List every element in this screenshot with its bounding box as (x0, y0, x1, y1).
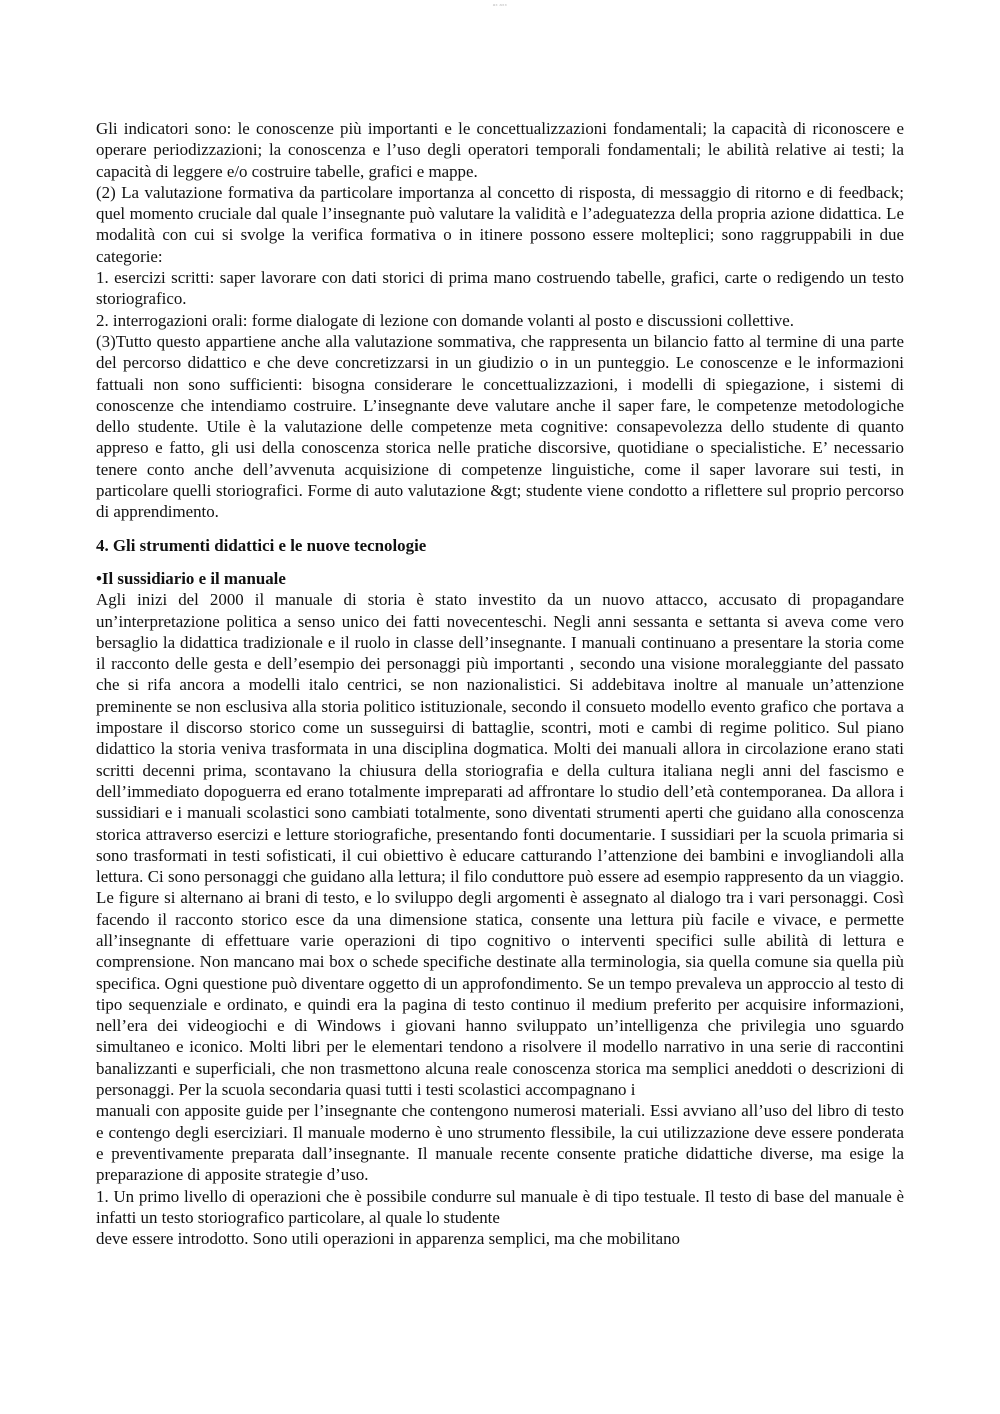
subsection-heading: •Il sussidiario e il manuale (96, 568, 286, 588)
list-item-oral-exams: 2. interrogazioni orali: forme dialogate di lezione con domande volanti al posto e discussioni collettive. (96, 310, 794, 330)
summative-evaluation-paragraph: (3)Tutto questo appartiene anche alla valutazione sommativa, che rappresenta un bilancio fatto al termine di una parte del percorso didattico e che deve concretizzarsi in un giudizio o in un punteggio. Le conoscenze e le informazioni fattuali non sono sufficienti: bisogna considerare le concettualizzazioni, i modelli di spiegazione, i sistemi di conoscenze che intendiamo costruire. L’insegnante deve valutare anche il saper fare, le competenze metodologiche dello studente. Utile è la valutazione delle competenze meta cognitive: consapevolezza dello studente di quanto appreso e fatto, gli usi della conoscenza storica nelle pratiche discorsive, quotidiane o specialistiche. E’ necessario tenere conto anche dell’avvenuta acquisizione di competenze linguistiche, come il saper lavorare sui testi, in particolare quelli storiografici. Forme di auto valutazione &gt; studente viene condotto a riflettere sul proprio percorso di apprendimento. (96, 331, 904, 522)
spacer (96, 523, 904, 535)
document-page (96, 118, 904, 1249)
header-mark: ax axx (492, 2, 508, 7)
manual-guides-paragraph: manuali con apposite guide per l’insegnante che contengono numerosi materiali. Essi avviano all’uso del libro di testo e contengo degli eserciziari. Il manuale moderno è uno strumento flessibile, la cui utilizzazione deve essere ponderata e preventivamente preparata dall’insegnante. Il manuale recente consente pratiche didattiche diverse, ma esige la preparazione di apposite strategie d’uso. (96, 1101, 904, 1185)
list-item-written-exercises: 1. esercizi scritti: saper lavorare con dati storici di prima mano costruendo tabelle, grafici, carte o redigendo un testo storiografico. (96, 268, 904, 309)
section-heading: 4. Gli strumenti didattici e le nuove tecnologie (96, 535, 427, 555)
spacer (96, 556, 904, 568)
manual-history-paragraph: Agli inizi del 2000 il manuale di storia è stato investito da un nuovo attacco, accusato di propagandare un’interpretazione politica a senso unico dei fatti novecenteschi. Negli anni sessanta e settanta si aveva come vero bersaglio la didattica tradizionale e il ruolo in classe dell’insegnante. I manuali continuano a presentare la storia come il racconto delle gesta e dell’esempio dei personaggi più importanti , secondo una visione moraleggiante del passato che si rifa ancora a modelli italo centrici, se non nazionalistici. Si addebitava inoltre al manuale un’attenzione preminente se non esclusiva alla storia politico istituzionale, secondo il consueto modello evento grafico che portava a impostare il discorso storico come un susseguirsi di battaglie, scontri, moti e cambi di regime politico. Sul piano didattico la storia veniva trasformata in una disciplina dogmatica. Molti dei manuali allora in circolazione erano stati scritti decenni prima, scontavano la chiusura della storiografia e della cultura italiana negli anni del fascismo e dell’immediato dopoguerra ed erano totalmente impreparati ad affrontare lo studio dell’età contemporanea. Da allora i sussidiari e i manuali scolastici sono cambiati totalmente, sono diventati strumenti aperti che guidano alla conoscenza storica attraverso esercizi e letture storiografiche, presentando fonti documentarie. I sussidiari per la scuola primaria si sono trasformati in testi sofisticati, il cui obiettivo è educare catturando l’attenzione dei bambini e invogliandoli alla lettura. Ci sono personaggi che guidano alla lettura; il filo conduttore può essere ad esempio rappresento da un viaggio. Le figure si alternano ai brani di testo, e lo sviluppo degli argomenti è assegnato al dialogo tra i vari personaggi. Così facendo il racconto storico esce da una dimensione statica, consente una lettura più facile e vivace, e permette all’insegnante di effettuare varie operazioni di tipo cognitivo o interventi specifici sulle abilità di lettura e comprensione. Non mancano mai box o schede specifiche destinate alla terminologia, sia quella comune sia quella più specifica. Ogni questione può diventare oggetto di un approfondimento. Se un tempo prevaleva un approccio al testo di tipo sequenziale e ordinato, e quindi era la pagina di testo continuo il medium preferito per acquisire informazioni, nell’era dei videogiochi e di Windows i giovani hanno sviluppato un’intelligenza che privilegia uno sguardo simultaneo e iconico. Molti libri per le elementari tendono a risolvere il modello narrativo in una serie di raccontini banalizzanti e superficiali, che non trasmettono alcuna reale conoscenza storica ma semplici aneddoti o descrizioni di personaggi. Per la scuola secondaria quasi tutti i testi scolastici accompagnano i (96, 590, 904, 1100)
indicators-paragraph: Gli indicatori sono: le conoscenze più importanti e le concettualizzazioni fondamentali; la capacità di riconoscere e operare periodizzazioni; la conoscenza e l’uso degli operatori temporali fondamentali; le abilità relative ai testi; la capacità di leggere e/o costruire tabelle, grafici e mappe. (96, 119, 904, 181)
continuation-line: deve essere introdotto. Sono utili operazioni in apparenza semplici, ma che mobilitano (96, 1229, 680, 1249)
formative-evaluation-paragraph: (2) La valutazione formativa da particolare importanza al concetto di risposta, di messaggio di ritorno e di feedback; quel momento cruciale dal quale l’insegnante può valutare la validità e l’adeguatezza della propria azione didattica. Le modalità con cui si svolge la verifica formativa o in itinere possono essere molteplici; sono raggruppabili in due categorie: (96, 182, 904, 266)
textual-operations-paragraph: 1. Un primo livello di operazioni che è possibile condurre sul manuale è di tipo testuale. Il testo di base del manuale è infatti un testo storiografico particolare, al quale lo studente (96, 1186, 904, 1227)
